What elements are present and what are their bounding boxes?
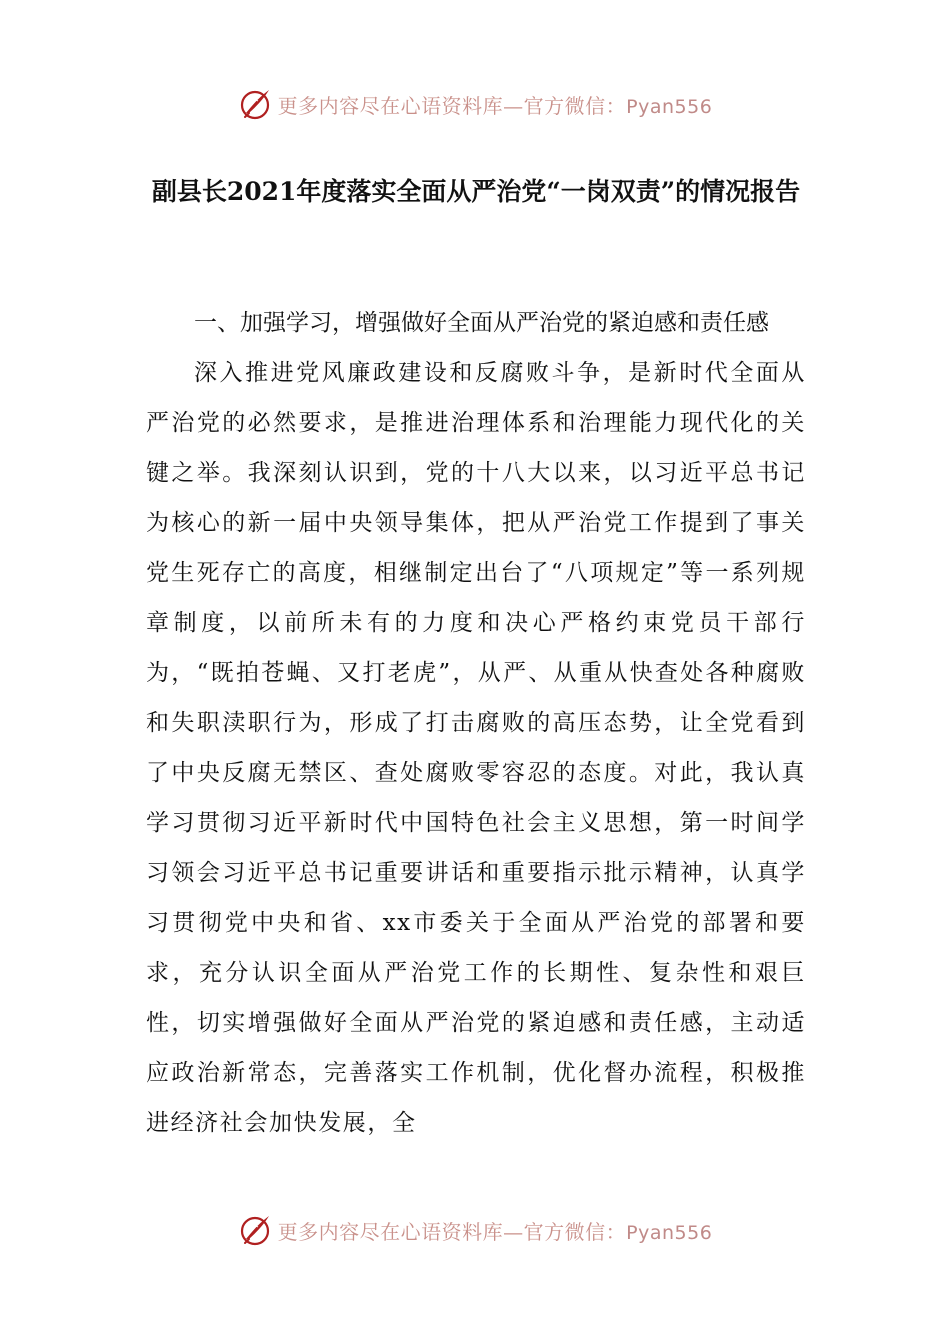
section-heading: 一、加强学习，增强做好全面从严治党的紧迫感和责任感 — [194, 310, 769, 336]
banner-text — [278, 90, 713, 119]
quill-pen-logo-icon — [238, 1212, 274, 1248]
banner-text-cn: 更多内容尽在心语资料库—官方微信： — [277, 93, 627, 118]
banner-wechat-id: Pyan556 — [626, 1221, 713, 1244]
document-title: 副县长2021年度落实全面从严治党“一岗双责”的情况报告 — [151, 177, 801, 206]
banner-text-cn: 更多内容尽在心语资料库—官方微信： — [277, 1219, 627, 1244]
document-body — [146, 298, 806, 1148]
banner-wechat-id: Pyan556 — [626, 95, 713, 118]
body-paragraph: 深入推进党风廉政建设和反腐败斗争，是新时代全面从严治党的必然要求，是推进治理体系和治理能力现代化的关键之举。我深刻认识到，党的十八大以来，以习近平总书记为核心的新一届中央领导集体，把从严治党工作提到了事关党生死存亡的高度，相继制定出台了“八项规定”等一系列规章制度，以前所未有的力度和决心严格约束党员干部行为，“既拍苍蝇、又打老虎”，从严、从重从快查处各种腐败和失职渎职行为，形成了打击腐败的高压态势，让全党看到了中央反腐无禁区、查处腐败零容忍的态度。对此，我认真学习贯彻习近平新时代中国特色社会主义思想，第一时间学习领会习近平总书记重要讲话和重要指示批示精神，认真学习贯彻党中央和省、xx市委关于全面从严治党的部署和要求，充分认识全面从严治党工作的长期性、复杂性和艰巨性，切实增强做好全面从严治党的紧迫感和责任感，主动适应政治新常态，完善落实工作机制，优化督办流程，积极推进经济社会加快发展，全 — [146, 360, 806, 1136]
footer-banner — [0, 1210, 950, 1250]
banner-text — [278, 1216, 713, 1245]
quill-pen-logo-icon — [238, 86, 274, 122]
header-banner — [0, 84, 950, 124]
